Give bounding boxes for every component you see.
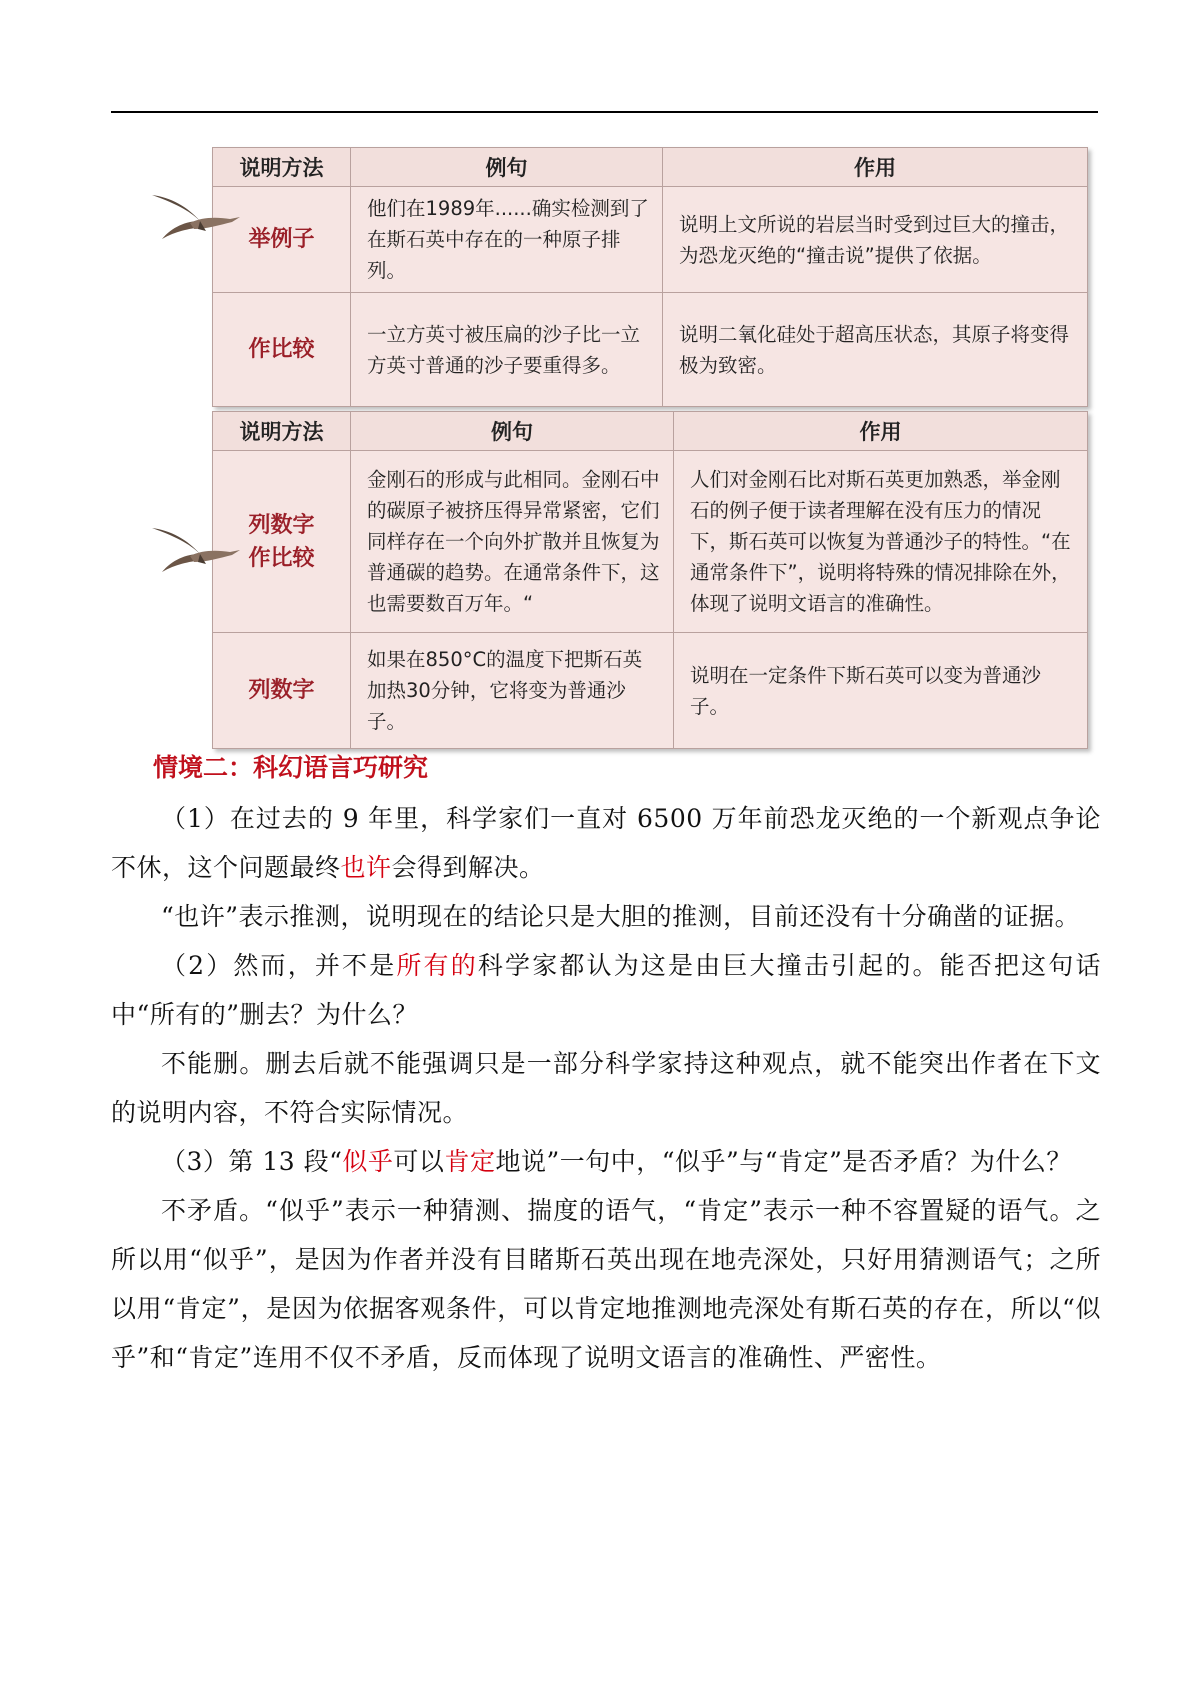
question-1: （1）在过去的 9 年里，科学家们一直对 6500 万年前恐龙灭绝的一个新观点争论不休，这个问题最终也许会得到解决。 [111, 804, 1101, 882]
table-row [213, 187, 1088, 293]
pterosaur-icon [150, 524, 242, 582]
example-cell: 一立方英寸被压扁的沙子比一立方英寸普通的沙子要重得多。 [351, 293, 663, 407]
table-row [213, 451, 1088, 633]
header-method: 说明方法 [213, 148, 351, 187]
section-heading: 情境二：科幻语言巧研究 [153, 753, 429, 782]
explanation-methods-table-1 [212, 147, 1088, 407]
table-row [213, 633, 1088, 749]
method-label: 作比较 [248, 545, 315, 571]
table-header-row [213, 412, 1088, 451]
example-cell: 金刚石的形成与此相同。金刚石中的碳原子被挤压得异常紧密，它们同样存在一个向外扩散并且恢复为普通碳的趋势。在通常条件下，这也需要数百万年。“ [351, 451, 674, 633]
table-row [213, 293, 1088, 407]
highlight-text: 也许 [340, 853, 392, 882]
answer-3: 不矛盾。“似乎”表示一种猜测、揣度的语气，“肯定”表示一种不容置疑的语气。之所以用“似乎”，是因为作者并没有目睹斯石英出现在地壳深处，只好用猜测语气；之所以用“肯定”，是因为依据客观条件，可以肯定地推测地壳深处有斯石英的存在，所以“似乎”和“肯定”连用不仅不矛盾，反而体现了说明文语言的准确性、严密性。 [111, 1196, 1101, 1372]
question-2: （2）然而，并不是所有的科学家都认为这是由巨大撞击引起的。能否把这句话中“所有的”删去？为什么？ [111, 951, 1101, 1029]
pterosaur-icon [150, 191, 242, 249]
highlight-text: 肯定 [444, 1147, 496, 1176]
answer-1: “也许”表示推测，说明现在的结论只是大胆的推测，目前还没有十分确凿的证据。 [161, 902, 1081, 931]
table-header-row [213, 148, 1088, 187]
explanation-methods-table-2 [212, 411, 1088, 749]
function-cell: 人们对金刚石比对斯石英更加熟悉，举金刚石的例子便于读者理解在没有压力的情况下，斯石英可以恢复为普通沙子的特性。“在通常条件下”，说明将特殊的情况排除在外，体现了说明文语言的准确性。 [674, 451, 1088, 633]
method-cell: 作比较 [213, 293, 351, 407]
header-example: 例句 [351, 412, 674, 451]
header-example: 例句 [351, 148, 663, 187]
example-cell: 如果在850°C的温度下把斯石英加热30分钟，它将变为普通沙子。 [351, 633, 674, 749]
question-3: （3）第 13 段“似乎可以肯定地说”一句中，“似乎”与“肯定”是否矛盾？为什么？ [161, 1147, 1072, 1176]
method-label: 列数字 [248, 512, 315, 538]
method-cell: 举例子 [213, 187, 351, 293]
highlight-text: 所有的 [396, 951, 478, 980]
header-function: 作用 [674, 412, 1088, 451]
answer-2: 不能删。删去后就不能强调只是一部分科学家持这种观点，就不能突出作者在下文的说明内容，不符合实际情况。 [111, 1049, 1101, 1127]
method-cell: 列数字 [213, 633, 351, 749]
header-function: 作用 [663, 148, 1088, 187]
header-rule [111, 111, 1098, 113]
function-cell: 说明二氧化硅处于超高压状态，其原子将变得极为致密。 [663, 293, 1088, 407]
highlight-text: 似乎 [342, 1147, 394, 1176]
section-body [111, 748, 1101, 1382]
function-cell: 说明上文所说的岩层当时受到过巨大的撞击，为恐龙灭绝的“撞击说”提供了依据。 [663, 187, 1088, 293]
function-cell: 说明在一定条件下斯石英可以变为普通沙子。 [674, 633, 1088, 749]
example-cell: 他们在1989年......确实检测到了在斯石英中存在的一种原子排列。 [351, 187, 663, 293]
header-method: 说明方法 [213, 412, 351, 451]
